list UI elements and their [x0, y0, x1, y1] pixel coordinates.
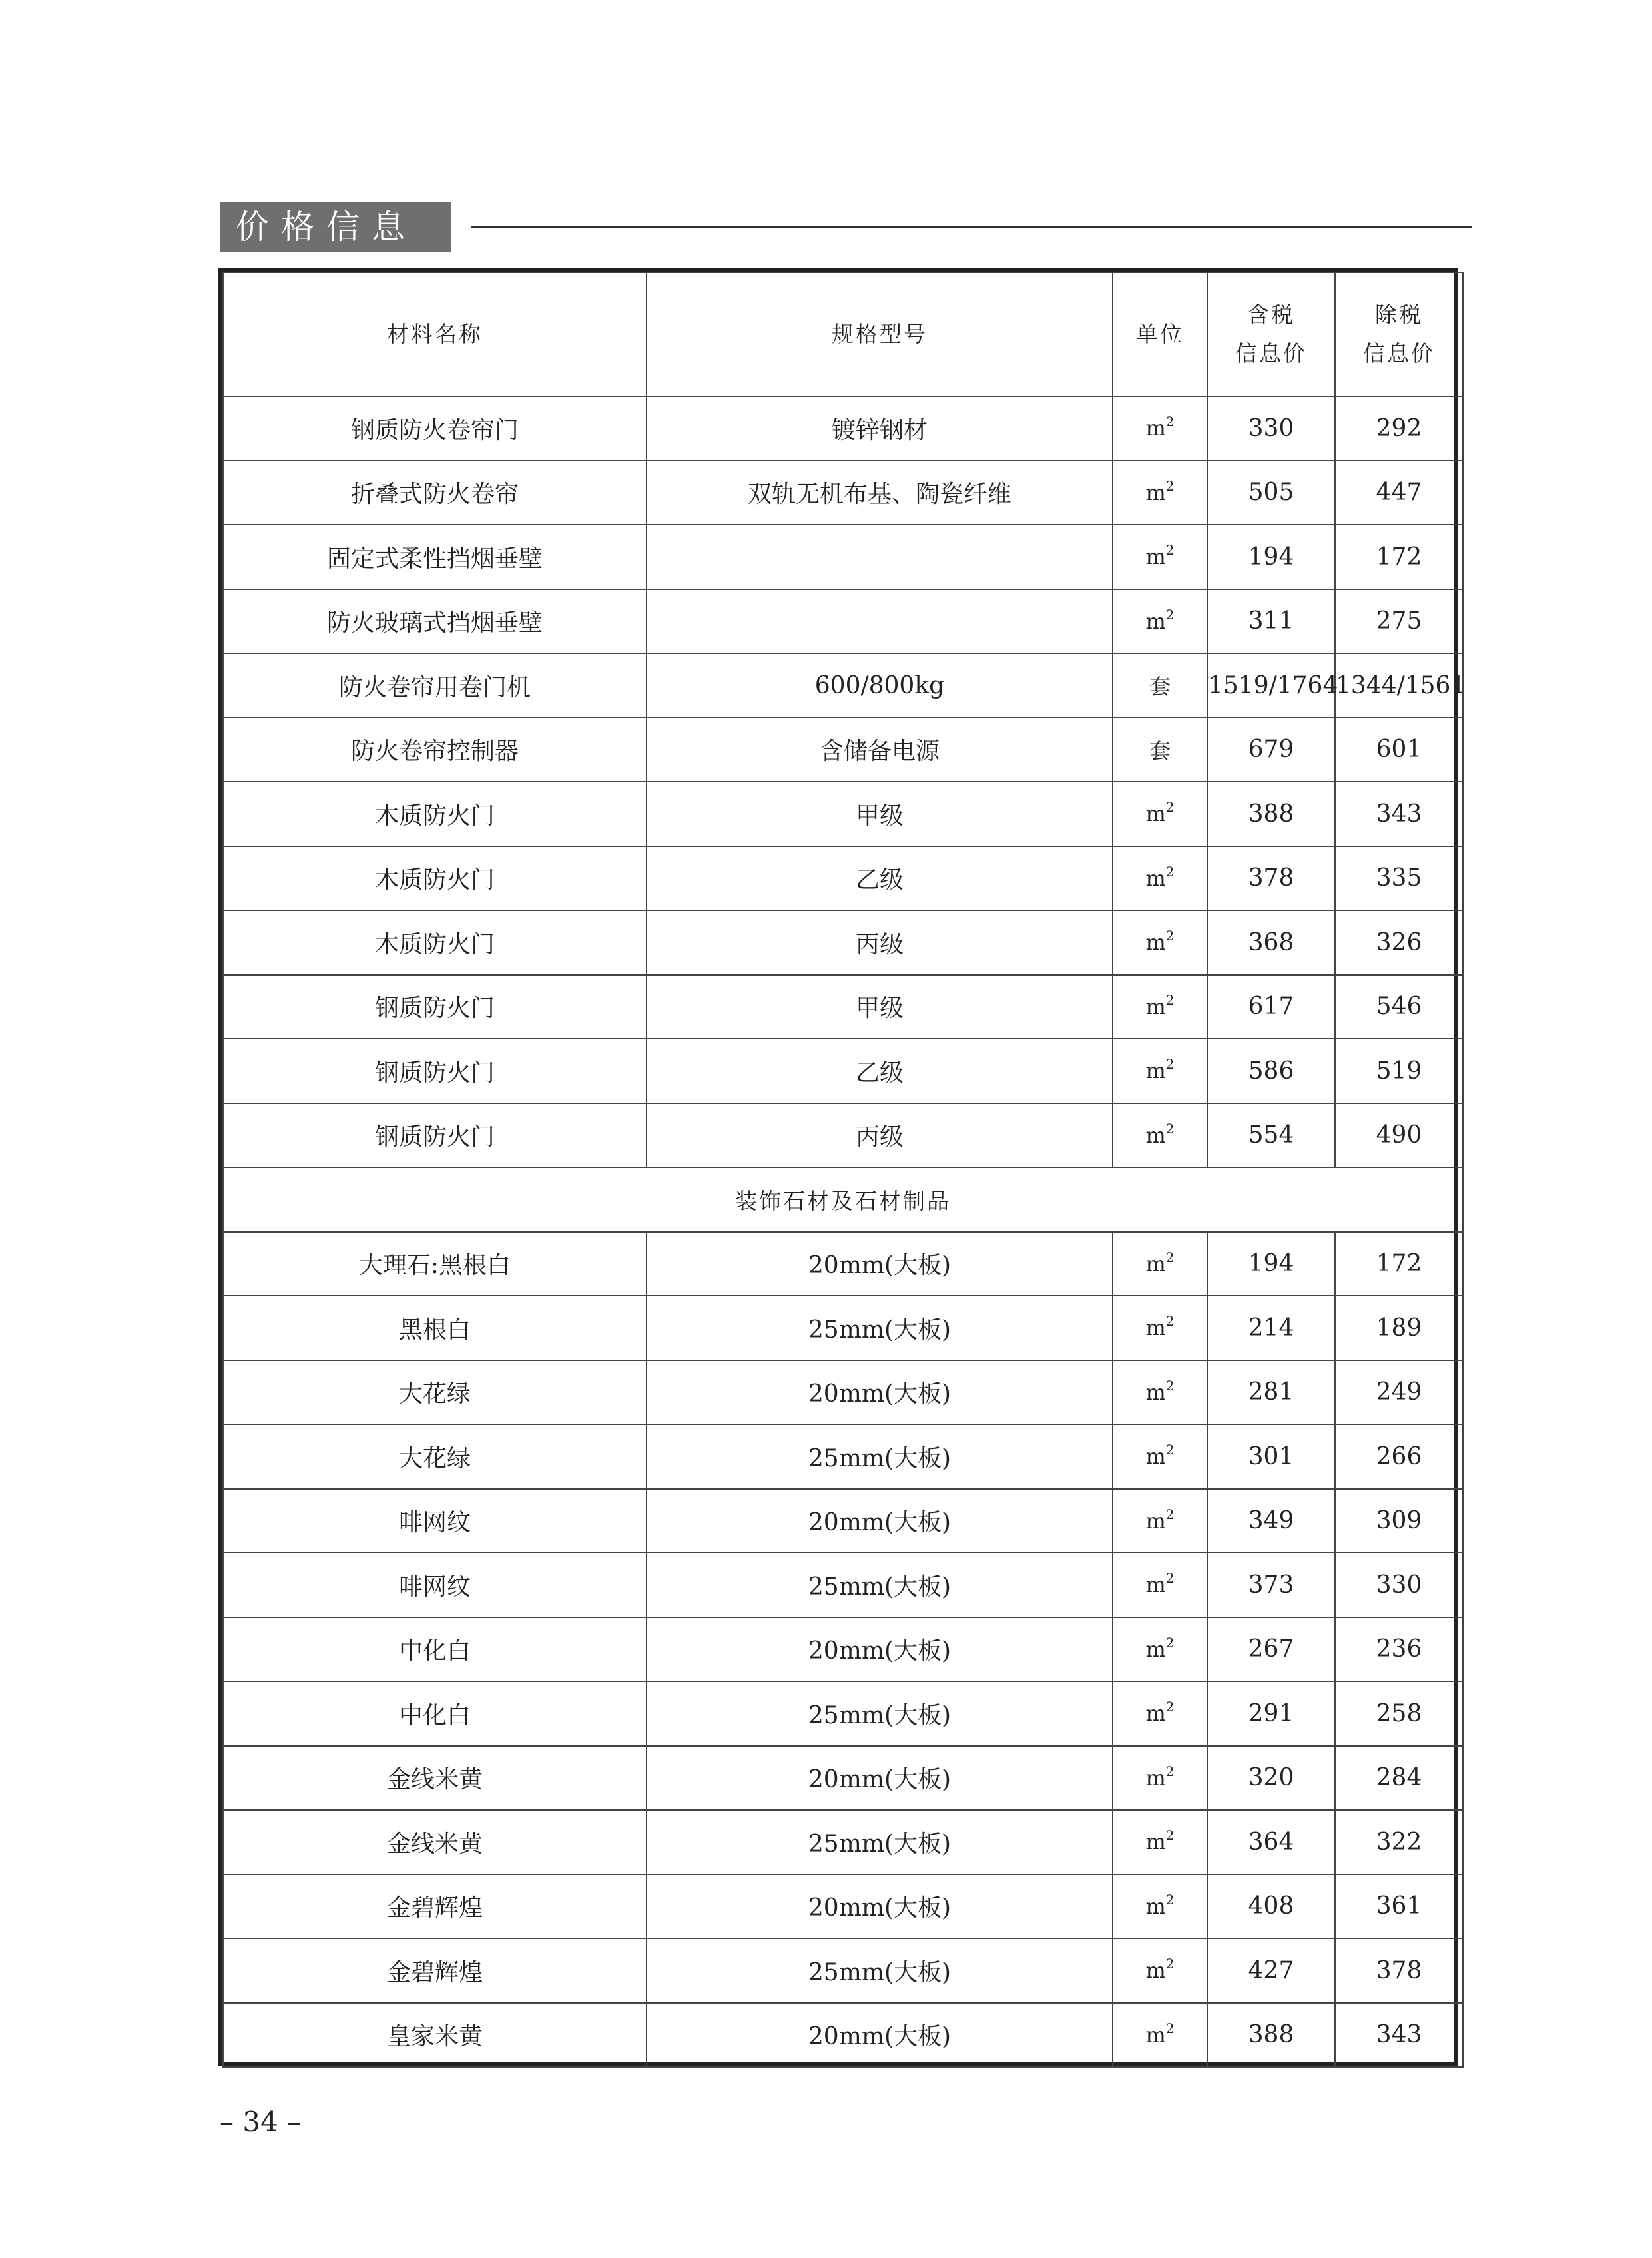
cell-tax-price: 554	[1207, 1103, 1335, 1168]
cell-spec: 乙级	[647, 1039, 1113, 1103]
cell-name: 金碧辉煌	[223, 1938, 647, 2003]
table-row	[223, 1553, 1463, 1617]
cell-unit: 套	[1113, 718, 1207, 782]
cell-tax-price: 311	[1207, 589, 1335, 654]
cell-spec: 含储备电源	[647, 718, 1113, 782]
cell-name: 钢质防火门	[223, 1039, 647, 1103]
cell-spec: 25mm(大板)	[647, 1553, 1113, 1617]
cell-name: 大理石:黑根白	[223, 1232, 647, 1296]
cell-notax-price: 236	[1335, 1617, 1463, 1682]
table-row	[223, 782, 1463, 846]
cell-spec: 乙级	[647, 846, 1113, 911]
cell-notax-price: 601	[1335, 718, 1463, 782]
cell-tax-price: 408	[1207, 1874, 1335, 1939]
table-body	[223, 396, 1466, 2067]
cell-tax-price: 679	[1207, 718, 1335, 782]
cell-name: 啡网纹	[223, 1553, 647, 1617]
cell-spec: 甲级	[647, 782, 1113, 846]
table-header-row	[223, 272, 1463, 396]
cell-unit: $m^2$	[1113, 1489, 1207, 1553]
cell-name: 金线米黄	[223, 1746, 647, 1811]
cell-spec: 20mm(大板)	[647, 1746, 1113, 1811]
column-header-notax-price: 除税 信息价	[1335, 272, 1463, 396]
cell-notax-price: 172	[1335, 525, 1463, 589]
cell-unit: $m^2$	[1113, 1553, 1207, 1617]
cell-unit: $m^2$	[1113, 1360, 1207, 1425]
cell-notax-price: 326	[1335, 910, 1463, 975]
cell-spec: 25mm(大板)	[647, 1296, 1113, 1360]
table-row	[223, 1810, 1463, 1874]
cell-tax-price: 1519/1764	[1207, 653, 1335, 718]
table-row	[223, 1938, 1463, 2003]
cell-tax-price: 320	[1207, 1746, 1335, 1811]
group-title: 装饰石材及石材制品	[223, 1167, 1463, 1232]
cell-spec: 镀锌钢材	[647, 396, 1113, 461]
cell-notax-price: 447	[1335, 461, 1463, 525]
section-title: 价格信息	[220, 202, 451, 252]
table-row	[223, 1681, 1463, 1746]
cell-tax-price: 586	[1207, 1039, 1335, 1103]
cell-unit: $m^2$	[1113, 1039, 1207, 1103]
cell-tax-price: 505	[1207, 461, 1335, 525]
cell-spec: 双轨无机布基、陶瓷纤维	[647, 461, 1113, 525]
table-row	[223, 1103, 1463, 1168]
cell-name: 折叠式防火卷帘	[223, 461, 647, 525]
cell-notax-price: 361	[1335, 1874, 1463, 1939]
cell-notax-price: 378	[1335, 1938, 1463, 2003]
cell-name: 木质防火门	[223, 910, 647, 975]
cell-notax-price: 330	[1335, 1553, 1463, 1617]
table-row	[223, 1746, 1463, 1811]
cell-unit: 套	[1113, 653, 1207, 718]
cell-notax-price: 258	[1335, 1681, 1463, 1746]
cell-spec: 丙级	[647, 910, 1113, 975]
cell-notax-price: 266	[1335, 1424, 1463, 1489]
table-row	[223, 1489, 1463, 1553]
cell-spec: 25mm(大板)	[647, 1681, 1113, 1746]
cell-tax-price: 364	[1207, 1810, 1335, 1874]
cell-tax-price: 427	[1207, 1938, 1335, 2003]
cell-unit: $m^2$	[1113, 1874, 1207, 1939]
column-header-tax-price: 含税 信息价	[1207, 272, 1335, 396]
cell-tax-price: 373	[1207, 1553, 1335, 1617]
table-row	[223, 1424, 1463, 1489]
cell-unit: $m^2$	[1113, 1681, 1207, 1746]
cell-tax-price: 291	[1207, 1681, 1335, 1746]
cell-tax-price: 617	[1207, 975, 1335, 1039]
table-row	[223, 1874, 1463, 1939]
column-header-spec: 规格型号	[647, 272, 1113, 396]
table-row	[223, 589, 1463, 654]
cell-spec: 25mm(大板)	[647, 1938, 1113, 2003]
cell-unit: $m^2$	[1113, 846, 1207, 911]
cell-name: 金线米黄	[223, 1810, 647, 1874]
cell-spec: 20mm(大板)	[647, 1360, 1113, 1425]
cell-unit: $m^2$	[1113, 396, 1207, 461]
cell-notax-price: 519	[1335, 1039, 1463, 1103]
cell-notax-price: 292	[1335, 396, 1463, 461]
cell-notax-price: 335	[1335, 846, 1463, 911]
cell-notax-price: 249	[1335, 1360, 1463, 1425]
cell-tax-price: 388	[1207, 782, 1335, 846]
cell-unit: $m^2$	[1113, 1424, 1207, 1489]
cell-unit: $m^2$	[1113, 461, 1207, 525]
cell-unit: $m^2$	[1113, 525, 1207, 589]
cell-name: 木质防火门	[223, 846, 647, 911]
table-row	[223, 2003, 1463, 2068]
cell-name: 固定式柔性挡烟垂壁	[223, 525, 647, 589]
cell-name: 防火卷帘用卷门机	[223, 653, 647, 718]
cell-notax-price: 284	[1335, 1746, 1463, 1811]
column-header-name: 材料名称	[223, 272, 647, 396]
cell-unit: $m^2$	[1113, 2003, 1207, 2068]
table-row	[223, 1296, 1463, 1360]
table-row	[223, 1039, 1463, 1103]
cell-name: 大花绿	[223, 1360, 647, 1425]
cell-tax-price: 194	[1207, 1232, 1335, 1296]
cell-unit: $m^2$	[1113, 1617, 1207, 1682]
cell-notax-price: 1344/1561	[1335, 653, 1463, 718]
cell-unit: $m^2$	[1113, 782, 1207, 846]
cell-tax-price: 194	[1207, 525, 1335, 589]
cell-unit: $m^2$	[1113, 1296, 1207, 1360]
cell-tax-price: 330	[1207, 396, 1335, 461]
cell-notax-price: 546	[1335, 975, 1463, 1039]
cell-name: 黑根白	[223, 1296, 647, 1360]
cell-spec: 25mm(大板)	[647, 1810, 1113, 1874]
table-row	[223, 1617, 1463, 1682]
cell-unit: $m^2$	[1113, 910, 1207, 975]
cell-tax-price: 267	[1207, 1617, 1335, 1682]
cell-notax-price: 343	[1335, 782, 1463, 846]
table-row	[223, 1232, 1463, 1296]
table-row	[223, 910, 1463, 975]
cell-spec: 600/800kg	[647, 653, 1113, 718]
page-number: – 34 –	[220, 2106, 302, 2138]
table-row	[223, 718, 1463, 782]
cell-spec: 20mm(大板)	[647, 2003, 1113, 2068]
cell-name: 防火卷帘控制器	[223, 718, 647, 782]
header-rule	[471, 226, 1472, 228]
cell-name: 钢质防火门	[223, 1103, 647, 1168]
cell-spec: 25mm(大板)	[647, 1424, 1113, 1489]
cell-spec: 20mm(大板)	[647, 1617, 1113, 1682]
cell-unit: $m^2$	[1113, 1746, 1207, 1811]
cell-name: 钢质防火门	[223, 975, 647, 1039]
cell-name: 大花绿	[223, 1424, 647, 1489]
cell-name: 啡网纹	[223, 1489, 647, 1553]
cell-name: 钢质防火卷帘门	[223, 396, 647, 461]
cell-name: 中化白	[223, 1617, 647, 1682]
price-table-frame	[218, 268, 1466, 2066]
cell-tax-price: 281	[1207, 1360, 1335, 1425]
cell-tax-price: 214	[1207, 1296, 1335, 1360]
cell-notax-price: 309	[1335, 1489, 1463, 1553]
cell-name: 皇家米黄	[223, 2003, 647, 2068]
cell-unit: $m^2$	[1113, 975, 1207, 1039]
cell-spec: 20mm(大板)	[647, 1489, 1113, 1553]
cell-notax-price: 275	[1335, 589, 1463, 654]
cell-spec: 丙级	[647, 1103, 1113, 1168]
cell-name: 中化白	[223, 1681, 647, 1746]
cell-spec: 20mm(大板)	[647, 1874, 1113, 1939]
cell-unit: $m^2$	[1113, 1938, 1207, 2003]
cell-name: 金碧辉煌	[223, 1874, 647, 1939]
cell-notax-price: 490	[1335, 1103, 1463, 1168]
table-row	[223, 1360, 1463, 1425]
cell-notax-price: 322	[1335, 1810, 1463, 1874]
price-table	[222, 272, 1464, 2068]
cell-notax-price: 343	[1335, 2003, 1463, 2068]
cell-tax-price: 349	[1207, 1489, 1335, 1553]
cell-unit: $m^2$	[1113, 1103, 1207, 1168]
column-header-unit: 单位	[1113, 272, 1207, 396]
cell-unit: $m^2$	[1113, 589, 1207, 654]
table-row	[223, 461, 1463, 525]
table-row	[223, 653, 1463, 718]
section-header	[220, 202, 1472, 252]
cell-tax-price: 388	[1207, 2003, 1335, 2068]
cell-name: 木质防火门	[223, 782, 647, 846]
cell-notax-price: 172	[1335, 1232, 1463, 1296]
cell-unit: $m^2$	[1113, 1810, 1207, 1874]
cell-spec: 20mm(大板)	[647, 1232, 1113, 1296]
cell-spec: 甲级	[647, 975, 1113, 1039]
cell-tax-price: 301	[1207, 1424, 1335, 1489]
table-row	[223, 846, 1463, 911]
cell-tax-price: 368	[1207, 910, 1335, 975]
cell-name: 防火玻璃式挡烟垂壁	[223, 589, 647, 654]
cell-unit: $m^2$	[1113, 1232, 1207, 1296]
group-row	[223, 1167, 1463, 1232]
cell-spec	[647, 525, 1113, 589]
table-row	[223, 975, 1463, 1039]
cell-spec	[647, 589, 1113, 654]
table-row	[223, 525, 1463, 589]
cell-tax-price: 378	[1207, 846, 1335, 911]
table-row	[223, 396, 1463, 461]
cell-notax-price: 189	[1335, 1296, 1463, 1360]
